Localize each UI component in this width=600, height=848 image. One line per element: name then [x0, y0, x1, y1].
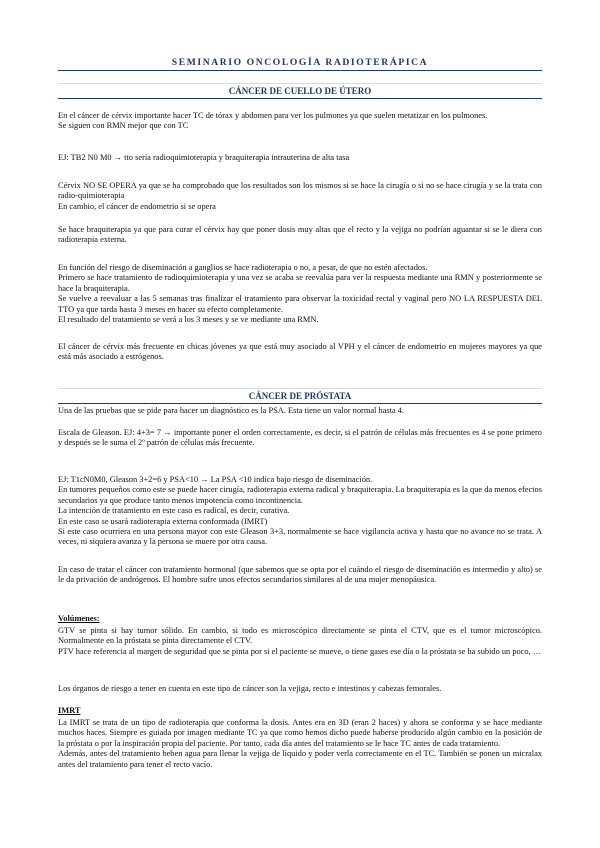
section-heading-text: CÁNCER DE PRÓSTATA [248, 391, 352, 401]
paragraph: El cáncer de cérvix más frecuente en chicas jóvenes ya que está muy asociado al VPH y el cáncer de endometrio en mujeres mayores ya que está más asociado a estrógenos. [58, 342, 545, 362]
section-divider [58, 83, 542, 84]
subheading-volumenes: Volúmenes: [58, 614, 100, 623]
paragraph: Cérvix NO SE OPERA ya que se ha comprobado que los resultados son los mismos si se hace la cirugía o si no se hace cirugía y se la trata con radio-quimioterapia En cambio, el cáncer de endometrio si se opera [58, 181, 542, 211]
section-heading-prostata [58, 391, 542, 404]
paragraph: GTV se pinta si hay tumor sólido. En cambio, si todo es microscópico directamente se pinta el CTV, que es el tumor microscópico. Normalmente en la próstata se pinta directamente el CTV. PTV hace referencia al margen de seguridad que se pinta por si el paciente se mueve, o tiene gases ese día o la próstata se ha subido un poco, … [58, 626, 542, 656]
paragraph: En el cáncer de cérvix importante hacer TC de tórax y abdomen para ver los pulmones ya que suelen metatizar en los pulmones. Se siguen con RMN mejor que con TC [58, 111, 488, 131]
section-heading-text: CÁNCER DE CUELLO DE ÚTERO [228, 86, 372, 96]
document-title: SEMINARIO ONCOLOGÍA RADIOTERÁPICA [171, 57, 429, 68]
paragraph: EJ: TB2 N0 M0 → tto sería radioquimioterapia y braquiterapia intrauterina de alta tasa [58, 153, 350, 162]
paragraph: Se hace braquiterapia ya que para curar el cérvix hay que poner dosis muy altas que el recto y la vejiga no podrían aguantar si se le diera con radioterapia externa. [58, 225, 545, 245]
paragraph: Los órganos de riesgo a tener en cuenta en este tipo de cáncer son la vejiga, recto e intestinos y cabezas femorales. [58, 684, 442, 693]
paragraph: Escala de Gleason. EJ: 4+3= 7 → importante poner el orden correctamente, es decir, si el patrón de células más frecuentes es 4 se pone primero y después se le suma el 2º patrón de células más frecuente. [58, 428, 545, 448]
section-heading-cervix [58, 86, 542, 99]
subheading-imrt: IMRT [58, 706, 81, 715]
paragraph: EJ: T1cN0M0, Gleason 3+2=6 y PSA<10 → La PSA <10 indica bajo riesgo de diseminación. En tumores pequeños como este se puede hacer cirugía, radioterapia externa radical y braquiterapia. La braquiterapia es la que da menos efectos secundarios ya que produce tanto menos impotencia como incontinencia. La intención de tratamiento en este caso es radical, es decir, curativa. En este caso se usará radioterapia externa conformada (IMRT) Si este caso ocurriera en una persona mayor con este Gleason 3+3, normalmente se hace vigilancia activa y hasta que no avance no se trata. A veces, ni siquiera avanza y la persona se muere por otra causa. [58, 475, 542, 547]
paragraph: La IMRT se trata de un tipo de radioterapia que conforma la dosis. Antes era en 3D (eran 2 haces) y ahora se conforma y se hace mediante muchos haces. Siempre es guiada por imagen mediante TC ya que como hemos dicho puede haberse producido algún cambio en la posición de la próstata o por la inspiración propia del paciente. Por tanto, cada día antes del tratamiento se le hace TC antes de cada tratamiento. Además, antes del tratamiento beben agua para llenar la vejiga de líquido y poder verla correctamente en el TC. También se ponen un micralax antes del tratamiento para tener el recto vacío. [58, 718, 542, 769]
paragraph: En caso de tratar el cáncer con tratamiento hormonal (que sabemos que se opta por el cuándo el riesgo de diseminación es intermedio y alto) se le da privación de andrógenos. El hombre sufre unos efectos secundarios similares al de una mujer menopáusica. [58, 565, 545, 585]
title-divider [58, 70, 542, 71]
section-divider [58, 388, 542, 389]
paragraph: Una de las pruebas que se pide para hacer un diagnóstico es la PSA. Esta tiene un valor normal hasta 4. [58, 406, 405, 415]
paragraph: En función del riesgo de diseminación a ganglios se hace radioterapia o no, a pesar, de que no estén afectados. Primero se hace tratamiento de radioquimioterapia y una vez se acaba se reevalúa para ver la respuesta mediante una RMN y posteriormente se hace la braquiterapia. Se vuelve a reevaluar a las 5 semanas tras finalizar el tratamiento para observar la toxicidad rectal y vaginal pero NO LA RESPUESTA DEL TTO ya que tarda hasta 3 meses en hacer su efecto completamente. El resultado del tratamiento se verá a los 3 meses y se ve mediante una RMN. [58, 263, 542, 325]
